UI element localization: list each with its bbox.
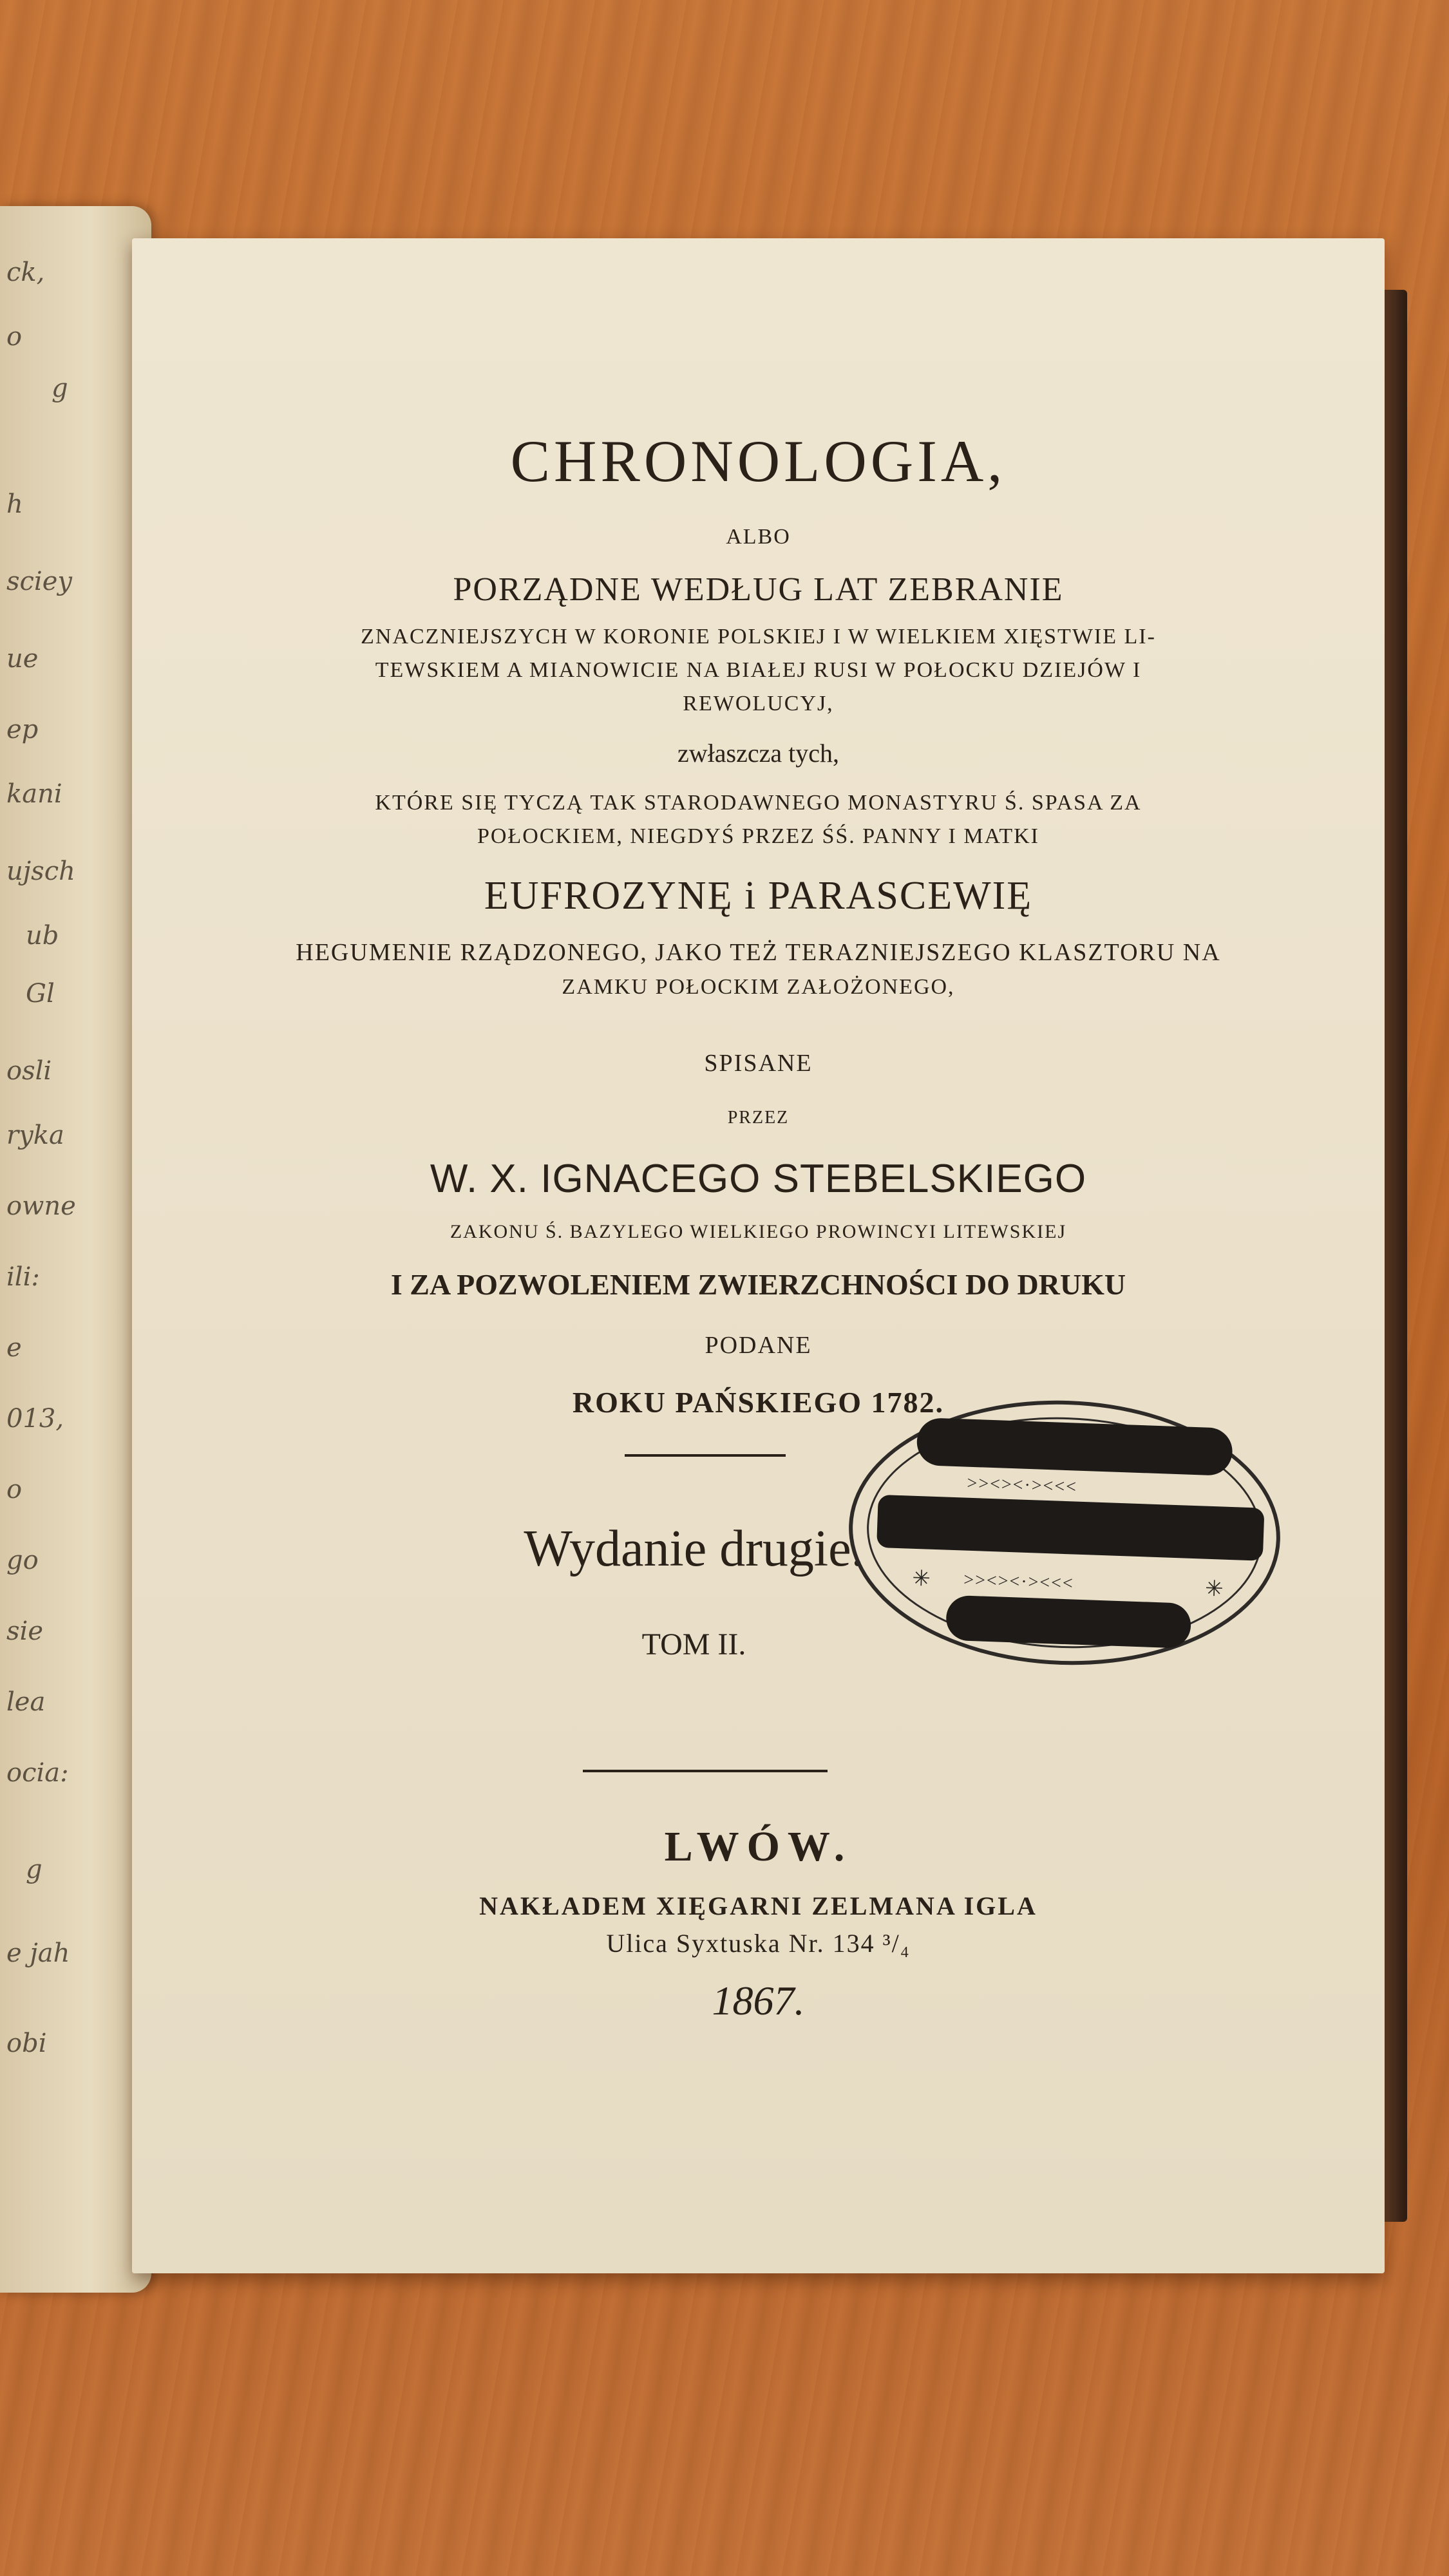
handwritten-note: Gl — [26, 979, 55, 1009]
ktore-line: POŁOCKIEM, NIEGDYŚ PRZEZ ŚŚ. PANNY I MATKI — [477, 824, 1039, 848]
address-line: Ulica Syxtuska Nr. 134 ³/₄ — [606, 1929, 911, 1958]
volume-line: TOM II. — [641, 1627, 746, 1662]
handwritten-note: h — [6, 489, 23, 519]
handwritten-note: o — [6, 1475, 23, 1504]
handwritten-note: sciey — [6, 567, 72, 596]
hegumenie-line: ZAMKU POŁOCKIM ZAŁOŻONEGO, — [562, 975, 955, 999]
handwritten-note: ryka — [6, 1121, 64, 1150]
description-line: ZNACZNIEJSZYCH W KORONIE POLSKIEJ I W WIELKIEM XIĘSTWIE LI- — [361, 625, 1156, 649]
handwritten-note: 013, — [6, 1404, 64, 1434]
title-page — [132, 238, 1385, 2273]
left-page-edge — [0, 206, 151, 2293]
description-line: REWOLUCYJ, — [683, 692, 834, 715]
city-line: LWÓW. — [664, 1823, 853, 1870]
spisane-label: SPISANE — [704, 1050, 813, 1077]
handwritten-note: osli — [6, 1056, 52, 1086]
star-icon: ✳ — [911, 1566, 931, 1591]
przez-label: PRZEZ — [727, 1108, 790, 1128]
conjunction-albo: ALBO — [726, 525, 791, 549]
handwritten-note: ub — [26, 921, 59, 951]
handwritten-note: o — [6, 322, 23, 352]
handwritten-note: obi — [6, 2029, 47, 2058]
handwritten-note: ujsch — [6, 857, 75, 886]
publisher-line: NAKŁADEM XIĘGARNI ZELMANA IGLA — [479, 1891, 1037, 1920]
handwritten-note: lea — [6, 1687, 46, 1717]
subtitle: PORZĄDNE WEDŁUG LAT ZEBRANIE — [453, 571, 1064, 608]
publication-year: 1867. — [712, 1978, 805, 2023]
handwritten-note: kani — [6, 779, 62, 809]
hegumenie-line: HEGUMENIE RZĄDZONEGO, JAKO TEŻ TERAZNIEJSZEGO KLASZTORU NA — [296, 939, 1221, 966]
handwritten-note: ep — [6, 715, 39, 744]
zwlaszcza-line: zwłaszcza tych, — [677, 739, 839, 768]
edition-line: Wydanie drugie. — [524, 1520, 864, 1577]
divider — [583, 1770, 828, 1772]
book-title: CHRONOLOGIA, — [510, 428, 1007, 494]
author-name: W. X. IGNACEGO STEBELSKIEGO — [430, 1157, 1087, 1201]
handwritten-note: go — [6, 1546, 39, 1575]
handwritten-note: e jah — [6, 1938, 70, 1968]
handwritten-note: ck, — [6, 258, 45, 287]
order-line: ZAKONU Ś. BAZYLEGO WIELKIEGO PROWINCYI LITEWSKIEJ — [450, 1221, 1067, 1242]
handwritten-note: g — [26, 1855, 43, 1884]
handwritten-note: ocia: — [6, 1758, 69, 1788]
podane-label: PODANE — [705, 1332, 812, 1359]
handwritten-note: e — [6, 1333, 22, 1363]
handwritten-note: g — [52, 374, 68, 403]
saints-names: EUFROZYNĘ i PARASCEWIĘ — [484, 874, 1033, 918]
permission-line: I ZA POZWOLENIEM ZWIERZCHNOŚCI DO DRUKU — [390, 1268, 1126, 1301]
handwritten-note: owne — [6, 1191, 76, 1221]
redaction-blot — [945, 1595, 1191, 1649]
stamp-ornament: >><><·><<< — [967, 1473, 1078, 1497]
year-line: ROKU PAŃSKIEGO 1782. — [572, 1386, 945, 1419]
star-icon: ✳ — [1204, 1577, 1224, 1602]
handwritten-note: ue — [6, 644, 39, 674]
ktore-line: KTÓRE SIĘ TYCZĄ TAK STARODAWNEGO MONASTYRU Ś. SPASA ZA — [375, 791, 1142, 815]
handwritten-note: ili: — [6, 1262, 40, 1292]
divider — [625, 1454, 786, 1457]
stamp-ornament: >><><·><<< — [963, 1569, 1075, 1594]
description-line: TEWSKIEM A MIANOWICIE NA BIAŁEJ RUSI W POŁOCKU DZIEJÓW I — [375, 658, 1142, 682]
handwritten-note: sie — [6, 1616, 43, 1646]
